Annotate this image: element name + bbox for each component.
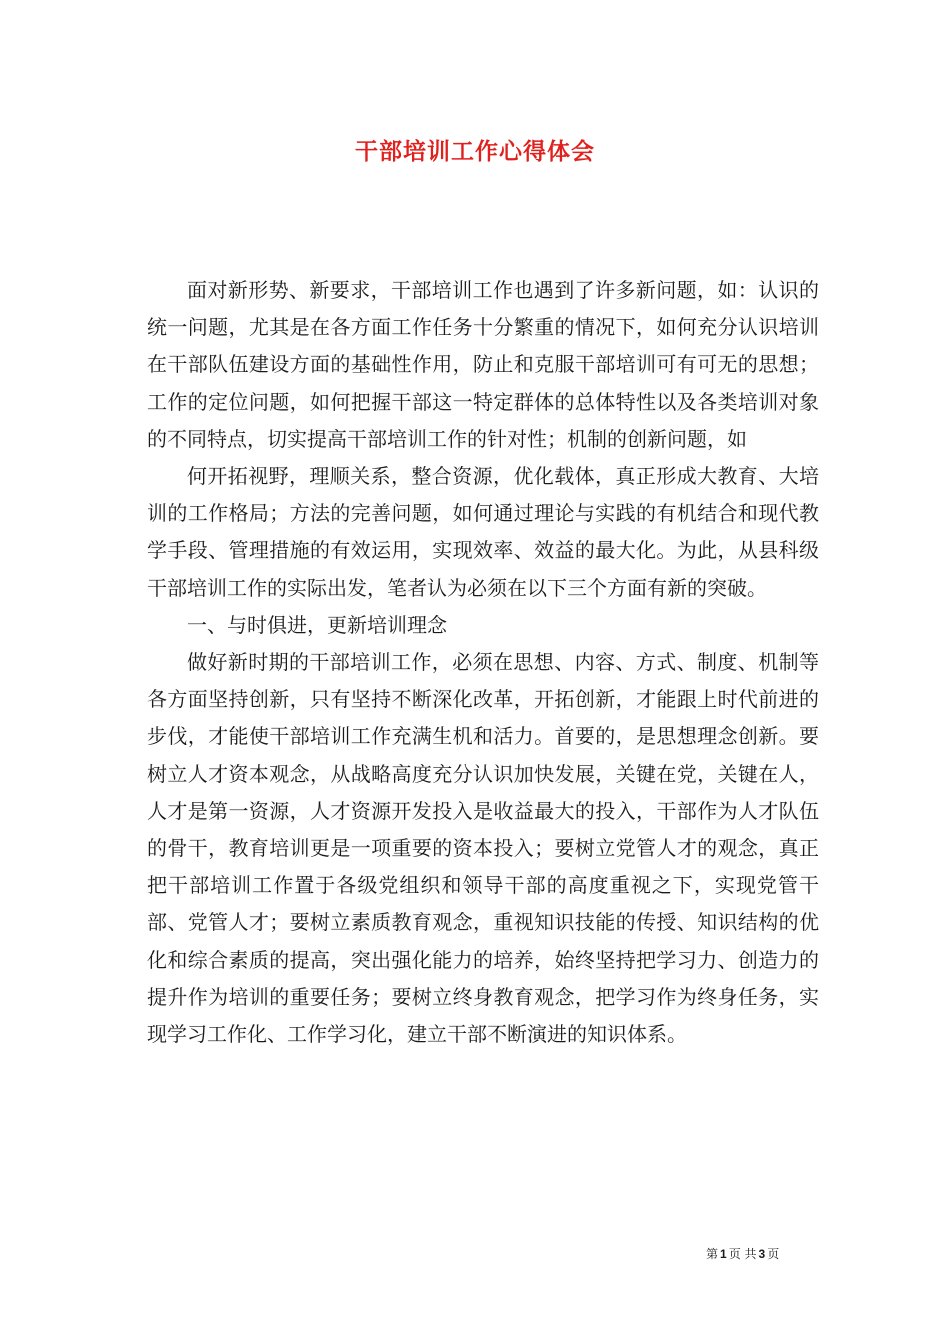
page-footer	[706, 1245, 779, 1262]
document-title: 干部培训工作心得体会	[355, 138, 595, 165]
total-pages-number: 3	[758, 1247, 766, 1261]
paragraph: 做好新时期的干部培训工作，必须在思想、内容、方式、制度、机制等各方面坚持创新，只有坚持不断深化改革，开拓创新，才能跟上时代前进的步伐，才能使干部培训工作充满生机和活力。首要的，是思想理念创新。要树立人才资本观念，从战略高度充分认识加快发展，关键在党，关键在人，人才是第一资源，人才资源开发投入是收益最大的投入，干部作为人才队伍的骨干，教育培训更是一项重要的资本投入；要树立党管人才的观念，真正把干部培训工作置于各级党组织和领导干部的高度重视之下，实现党管干部、党管人才；要树立素质教育观念，重视知识技能的传授、知识结构的优化和综合素质的提高，突出强化能力的培养，始终坚持把学习力、创造力的提升作为培训的重要任务；要树立终身教育观念，把学习作为终身任务，实现学习工作化、工作学习化，建立干部不断演进的知识体系。	[147, 650, 819, 1047]
footer-suffix: 页	[767, 1247, 780, 1261]
section-heading: 一、与时俱进，更新培训理念	[187, 612, 447, 637]
paragraph: 面对新形势、新要求，干部培训工作也遇到了许多新问题，如：认识的统一问题，尤其是在各方面工作任务十分繁重的情况下，如何充分认识培训在干部队伍建设方面的基础性作用，防止和克服干部培训可有可无的思想；工作的定位问题，如何把握干部这一特定群体的总体特性以及各类培训对象的不同特点，切实提高干部培训工作的针对性；机制的创新问题，如	[147, 278, 819, 451]
footer-prefix: 第	[706, 1247, 719, 1261]
paragraph: 何开拓视野，理顺关系，整合资源，优化载体，真正形成大教育、大培训的工作格局；方法的完善问题，如何通过理论与实践的有机结合和现代教学手段、管理措施的有效运用，实现效率、效益的最大化。为此，从县科级干部培训工作的实际出发，笔者认为必须在以下三个方面有新的突破。	[147, 464, 819, 600]
document-body	[147, 272, 819, 1053]
footer-middle: 页 共	[728, 1247, 757, 1261]
current-page-number: 1	[720, 1247, 727, 1261]
